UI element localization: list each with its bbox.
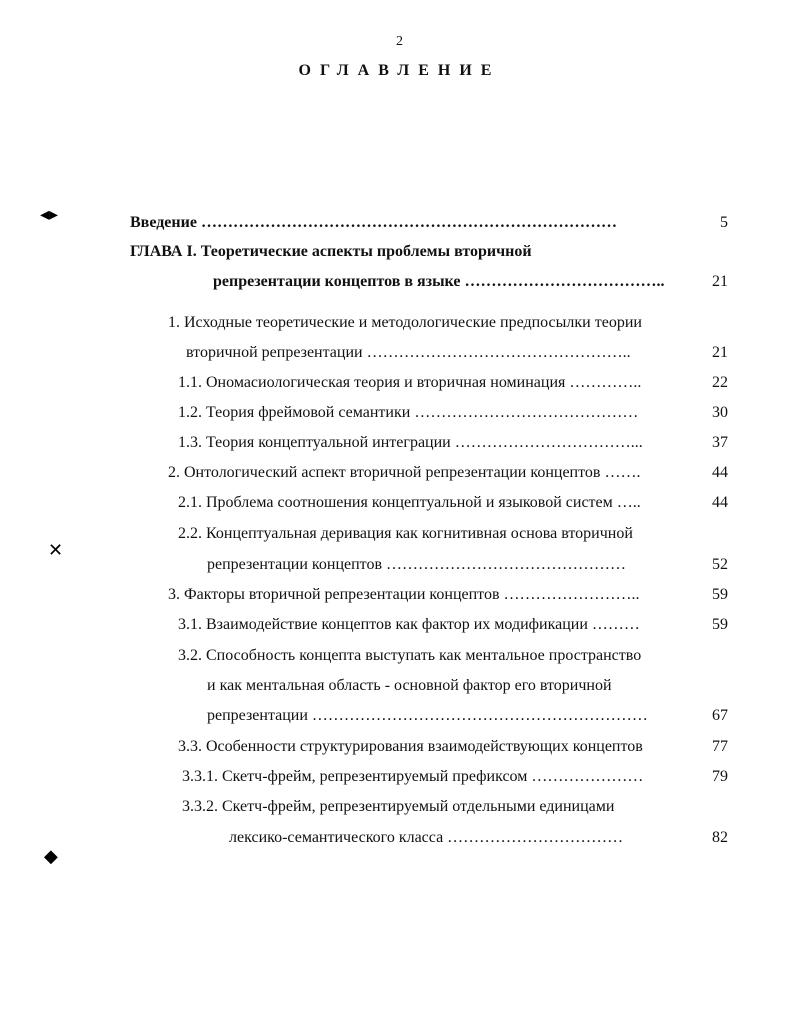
- margin-mark-icon: ◂▸: [40, 204, 59, 224]
- toc-entry-3[interactable]: 3. Факторы вторичной репрезентации концептов ……………………..: [168, 586, 640, 603]
- toc-page-number: 22: [712, 374, 728, 391]
- toc-entry-3-2-cont[interactable]: и как ментальная область - основной фактор его вторичной: [207, 677, 612, 694]
- toc-entry-3-2[interactable]: 3.2. Способность концепта выступать как ментальное пространство: [178, 647, 642, 664]
- toc-page-number: 82: [712, 829, 728, 846]
- toc-page-number: 37: [712, 434, 728, 451]
- toc-entry-3-3-1[interactable]: 3.3.1. Скетч-фрейм, репрезентируемый префиксом …………………: [182, 768, 644, 785]
- page-title: ОГЛАВЛЕНИЕ: [298, 62, 501, 79]
- toc-entry-2-2[interactable]: 2.2. Концептуальная деривация как когнитивная основа вторичной: [178, 525, 633, 542]
- toc-entry-2[interactable]: 2. Онтологический аспект вторичной репрезентации концептов …….: [168, 464, 641, 481]
- toc-page-number: 59: [712, 616, 728, 633]
- toc-page-number: 67: [712, 707, 728, 724]
- toc-entry-1-cont[interactable]: вторичной репрезентации …………………………………………..: [186, 344, 631, 361]
- toc-entry-2-1[interactable]: 2.1. Проблема соотношения концептуальной и языковой систем …..: [178, 494, 641, 511]
- toc-entry-3-3-2[interactable]: 3.3.2. Скетч-фрейм, репрезентируемый отдельными единицами: [182, 798, 615, 815]
- toc-entry-3-3[interactable]: 3.3. Особенности структурирования взаимодействующих концептов: [178, 738, 643, 755]
- toc-entry-3-3-2-cont[interactable]: лексико-семантического класса ……………………………: [229, 829, 624, 846]
- toc-entry-3-1[interactable]: 3.1. Взаимодействие концептов как фактор их модификации ………: [178, 616, 640, 633]
- toc-page-number: 44: [712, 494, 728, 511]
- toc-page-number: 52: [712, 556, 728, 573]
- toc-entry-1-2[interactable]: 1.2. Теория фреймовой семантики ……………………………………: [178, 404, 639, 421]
- toc-page-number: 21: [712, 344, 728, 361]
- toc-entry-2-2-cont[interactable]: репрезентации концептов ………………………………………: [207, 556, 627, 573]
- toc-entry-chapter-1-cont[interactable]: репрезентации концептов в языке ………………………………..: [213, 273, 665, 290]
- toc-page-number: 59: [712, 586, 728, 603]
- page-number: 2: [396, 34, 403, 49]
- toc-page-number: 77: [712, 738, 728, 755]
- toc-entry-intro[interactable]: Введение ……………………………………………………………………: [130, 214, 617, 231]
- toc-entry-3-2-cont[interactable]: репрезентации ………………………………………………………: [207, 707, 648, 724]
- toc-entry-1-3[interactable]: 1.3. Теория концептуальной интеграции ……………………………...: [178, 434, 643, 451]
- toc-page-number: 21: [712, 273, 728, 290]
- toc-page-number: 30: [712, 404, 728, 421]
- toc-page-number: 79: [712, 768, 728, 785]
- toc-page-number: 5: [720, 214, 728, 231]
- toc-entry-chapter-1[interactable]: ГЛАВА I. Теоретические аспекты проблемы вторичной: [130, 243, 532, 260]
- margin-mark-icon: ✕: [48, 540, 64, 560]
- toc-entry-1-1[interactable]: 1.1. Ономасиологическая теория и вторичная номинация …………..: [178, 374, 642, 391]
- margin-mark-icon: ◆: [44, 846, 58, 866]
- toc-entry-1[interactable]: 1. Исходные теоретические и методологические предпосылки теории: [168, 314, 642, 331]
- toc-page-number: 44: [712, 464, 728, 481]
